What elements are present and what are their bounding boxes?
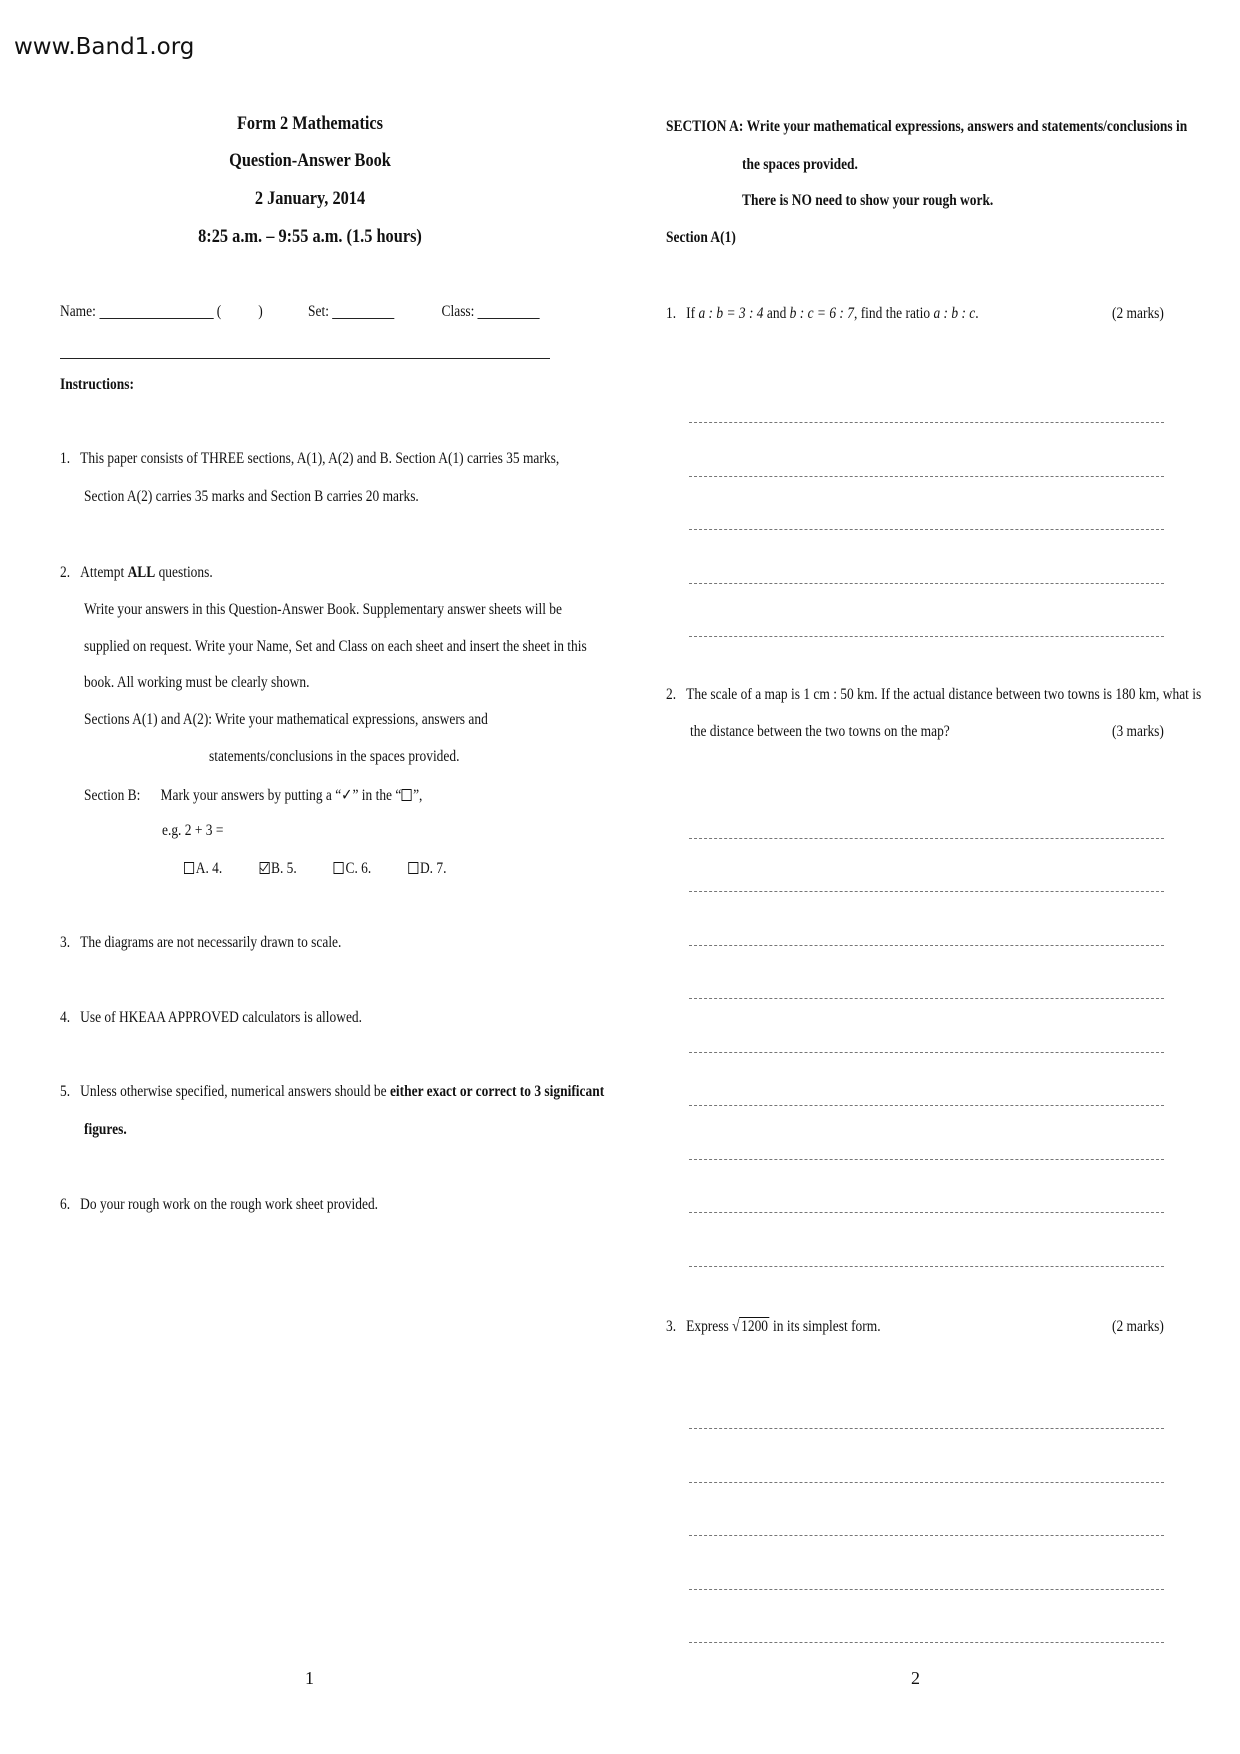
exam-time: 8:25 a.m. – 9:55 a.m. (1.5 hours) xyxy=(198,226,422,247)
answer-line[interactable] xyxy=(689,1105,1164,1106)
instruction-3: 3. The diagrams are not necessarily drawn to scale. xyxy=(60,934,342,951)
student-fields xyxy=(60,302,540,321)
exam-title: Form 2 Mathematics xyxy=(236,113,384,134)
instruction-1: 1. This paper consists of THREE sections, A(1), A(2) and B. Section A(1) carries 35 marks, xyxy=(60,450,560,467)
class-blank[interactable] xyxy=(478,302,540,319)
paren-open: ( xyxy=(216,303,222,320)
question-2: 2. The scale of a map is 1 cm : 50 km. If the actual distance between two towns is 180 km, what is xyxy=(666,686,1202,703)
question-2-line2: the distance between the two towns on the map? xyxy=(690,723,950,740)
answer-line[interactable] xyxy=(689,1159,1164,1160)
answer-line[interactable] xyxy=(689,422,1164,423)
option-c: C. 6. xyxy=(334,860,372,877)
instruction-2-line6: statements/conclusions in the spaces provided. xyxy=(209,748,460,765)
answer-line[interactable] xyxy=(689,476,1164,477)
instruction-2-section-b: Section B: Mark your answers by putting a “✓” in the “ ”, xyxy=(84,787,423,804)
checkbox-icon xyxy=(334,862,344,874)
question-1: 1. If a : b = 3 : 4 and b : c = 6 : 7, find the ratio a : b : c. xyxy=(666,305,979,322)
checked-box-icon xyxy=(259,862,269,874)
answer-line[interactable] xyxy=(689,1428,1164,1429)
answer-line[interactable] xyxy=(689,1212,1164,1213)
answer-line[interactable] xyxy=(689,838,1164,839)
instruction-4: 4. Use of HKEAA APPROVED calculators is allowed. xyxy=(60,1009,362,1026)
section-a-heading: SECTION A: Write your mathematical expressions, answers and statements/conclusions in xyxy=(666,118,1188,135)
question-3-marks: (2 marks) xyxy=(1112,1318,1164,1335)
book-title: Question-Answer Book xyxy=(229,150,391,171)
instruction-5-line2: figures. xyxy=(84,1121,127,1138)
answer-line[interactable] xyxy=(689,998,1164,999)
instruction-2-line5: Sections A(1) and A(2): Write your mathematical expressions, answers and xyxy=(84,711,488,728)
example-options xyxy=(184,860,446,878)
option-d: D. 7. xyxy=(408,860,446,877)
checkbox-icon xyxy=(184,862,194,874)
exam-date: 2 January, 2014 xyxy=(254,188,366,209)
answer-line[interactable] xyxy=(689,1535,1164,1536)
answer-line[interactable] xyxy=(689,945,1164,946)
option-a: A. 4. xyxy=(184,860,222,877)
answer-line[interactable] xyxy=(689,1589,1164,1590)
checkbox-icon xyxy=(401,789,411,801)
paren-close: ) xyxy=(258,303,263,320)
set-label: Set: xyxy=(308,303,329,320)
example-equation: e.g. 2 + 3 = xyxy=(162,822,224,839)
option-b: B. 5. xyxy=(259,860,297,877)
checkbox-icon xyxy=(408,862,418,874)
section-a-line2: the spaces provided. xyxy=(742,156,858,173)
instruction-5: 5. Unless otherwise specified, numerical answers should be either exact or correct to 3 significant xyxy=(60,1083,605,1100)
class-label: Class: xyxy=(441,303,475,320)
page-number-2: 2 xyxy=(911,1668,920,1688)
answer-line[interactable] xyxy=(689,1482,1164,1483)
question-3: 3. Express √ 1200 in its simplest form. xyxy=(666,1318,881,1335)
instruction-1-line2: Section A(2) carries 35 marks and Section B carries 20 marks. xyxy=(84,488,419,505)
instruction-2: 2. Attempt ALL questions. xyxy=(60,564,213,581)
set-blank[interactable] xyxy=(332,302,394,319)
answer-line[interactable] xyxy=(689,1052,1164,1053)
answer-line[interactable] xyxy=(689,636,1164,637)
header-divider xyxy=(60,358,550,359)
section-a1-title: Section A(1) xyxy=(666,229,736,246)
section-a-line3: There is NO need to show your rough work. xyxy=(742,192,994,209)
site-watermark: www.Band1.org xyxy=(14,34,195,60)
instruction-2-line4: book. All working must be clearly shown. xyxy=(84,674,310,691)
name-blank[interactable] xyxy=(99,302,213,319)
question-2-marks: (3 marks) xyxy=(1112,723,1164,740)
answer-line[interactable] xyxy=(689,583,1164,584)
answer-line[interactable] xyxy=(689,1642,1164,1643)
answer-line[interactable] xyxy=(689,529,1164,530)
answer-line[interactable] xyxy=(689,1266,1164,1267)
name-label: Name: xyxy=(60,303,96,320)
answer-line[interactable] xyxy=(689,891,1164,892)
instructions-title: Instructions: xyxy=(60,376,134,393)
instruction-6: 6. Do your rough work on the rough work sheet provided. xyxy=(60,1196,379,1213)
radicand: 1200 xyxy=(741,1318,769,1335)
instruction-2-line2: Write your answers in this Question-Answer Book. Supplementary answer sheets will be xyxy=(84,601,562,618)
instruction-2-line3: supplied on request. Write your Name, Set and Class on each sheet and insert the sheet in this xyxy=(84,638,587,655)
question-1-marks: (2 marks) xyxy=(1112,305,1164,322)
page-number-1: 1 xyxy=(305,1668,314,1688)
